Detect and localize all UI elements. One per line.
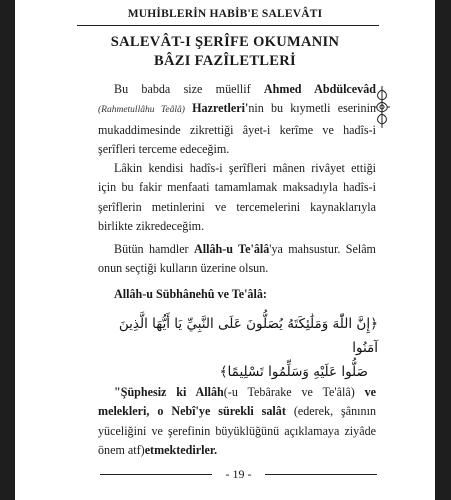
quran-verse xyxy=(98,312,378,384)
translation-text-a: "Şüphesiz ki Allâh xyxy=(114,385,224,399)
paragraph-intro xyxy=(98,80,376,160)
translation-text-e: etmektedirler. xyxy=(144,443,218,458)
verse-intro xyxy=(98,285,376,304)
running-header: MUHİBLERİN HABİB'E SALEVÂTI xyxy=(127,8,323,20)
divine-name: Allâh-u Te'âlâ xyxy=(193,242,270,256)
author-honorific: (Rahmetullâhu Teâlâ) xyxy=(98,105,185,116)
author-title: Hazretleri' xyxy=(184,101,249,116)
intro-text-a: Bu babda size müellif xyxy=(114,82,264,96)
translation-text-b: (-u Tebârake ve Te'âlâ) xyxy=(223,385,365,399)
quran-verse-line1: ﴿إِنَّ اللّٰهَ وَمَلَٰئِكَتَهُ يُصَلُّونَ عَلَى النَّبِيِّ يَا أَيُّهَا الَّذِينَ آمَنُوا xyxy=(118,316,378,356)
paragraph-praise xyxy=(98,240,376,279)
paragraph-translation xyxy=(98,383,376,461)
book-page xyxy=(15,0,435,500)
praise-text-a: Bütün hamdler xyxy=(114,242,194,256)
paragraph-translation-text xyxy=(98,383,376,461)
page-number: - 19 - xyxy=(225,467,252,481)
footer-rule-right xyxy=(265,474,377,475)
paragraph-intro-text xyxy=(98,80,376,160)
verse-intro-label: Allâh-u Sübhânehû ve Te'âlâ: xyxy=(114,287,267,301)
paragraph-praise-text xyxy=(98,240,376,279)
translation-text-d: (ederek, şânının yüceliğini ve şerefinin büyüklüğünü açıklamaya ziyâde önem atf) xyxy=(98,404,376,458)
page-footer xyxy=(100,467,377,481)
praise-text-b: 'ya mahsustur. Selâm onun seçtiği kulların üzerine olsun. xyxy=(98,242,376,276)
author-name: Ahmed Abdülcevâd xyxy=(263,82,376,96)
translation-text-c: ve melekleri, o Nebî'ye sürekli salât xyxy=(98,385,376,419)
section-title-line2: BÂZI FAZÎLETLERİ xyxy=(154,53,296,69)
quran-verse-line2: صَلُّوا عَلَيْهِ وَسَلِّمُوا تَسْلِيمًا﴾ xyxy=(219,364,368,380)
intro-text-b: nin bu kıymetli eserinin mukaddimesinde zikrettiği âyet-i kerîme ve hadîs-i şerîfleri terceme edeceğim. xyxy=(98,101,376,157)
header-divider xyxy=(77,25,379,26)
paragraph-method-text: Lâkin kendisi hadîs-i şerîfleri mânen rivâyet ettiği için bu fakir menfaati tamamlamak maksadıyla hadîs-i şerîflerin metinlerini ve tercemelerini kaynaklarıyla birlikte zikredeceğim. xyxy=(98,161,376,234)
paragraph-method xyxy=(98,159,376,237)
floral-ornament-icon xyxy=(372,84,392,130)
section-title-line1: SALEVÂT-I ŞERÎFE OKUMANIN xyxy=(110,34,340,50)
section-title xyxy=(15,33,435,71)
